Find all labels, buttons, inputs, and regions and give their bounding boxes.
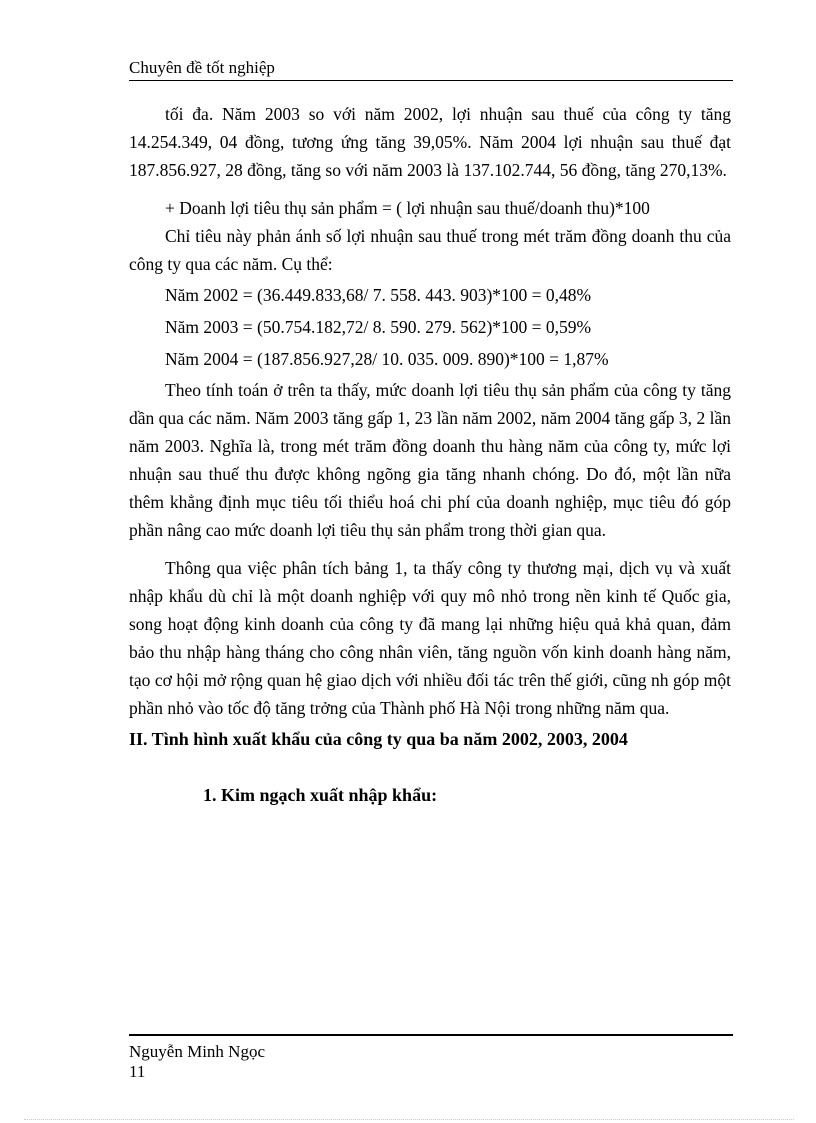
page-body xyxy=(129,100,731,810)
paragraph-analysis: Theo tính toán ở trên ta thấy, mức doanh lợi tiêu thụ sản phẩm của công ty tăng dần qua các năm. Năm 2003 tăng gấp 1, 23 lần năm 2002, năm 2004 tăng gấp 3, 2 lần năm 2003. Nghĩa là, trong mét trăm đồng doanh thu hàng năm của công ty, mức lợi nhuận sau thuế thu được không ngõng gia tăng nhanh chóng. Do đó, một lần nữa thêm khẳng định mục tiêu tối thiểu hoá chi phí của doanh nghiệp, mục tiêu đó góp phần nâng cao mức doanh lợi tiêu thụ sản phẩm trong thời gian qua. xyxy=(129,380,731,540)
running-header: Chuyên đề tốt nghiệp xyxy=(129,58,275,77)
page-number: 11 xyxy=(129,1062,146,1081)
header-divider xyxy=(129,80,733,81)
page-edge-divider xyxy=(24,1119,794,1120)
paragraph-conclusion: Thông qua việc phân tích bảng 1, ta thấy công ty thương mại, dịch vụ và xuất nhập khẩu dù chỉ là một doanh nghiệp với quy mô nhỏ trong nền kinh tế Quốc gia, song hoạt động kinh doanh của công ty đã mang lại những hiệu quả khả quan, đảm bảo thu nhập hàng tháng cho công nhân viên, tăng nguồn vốn kinh doanh hàng năm, tạo cơ hội mở rộng quan hệ giao dịch với nhiều đối tác trên thế giới, cũng nh góp một phần nhỏ vào tốc độ tăng trởng của Thành phố Hà Nội trong những năm qua. xyxy=(129,558,731,718)
footer-divider xyxy=(129,1034,733,1036)
paragraph-profit-growth: tối đa. Năm 2003 so với năm 2002, lợi nhuận sau thuế của công ty tăng 14.254.349, 04 đồng, tương ứng tăng 39,05%. Năm 2004 lợi nhuận sau thuế đạt 187.856.927, 28 đồng, tăng so với năm 2003 là 137.102.744, 56 đồng, tăng 270,13%. xyxy=(129,104,731,180)
footer-author: Nguyễn Minh Ngọc xyxy=(129,1042,265,1061)
paragraph-indicator-description: Chỉ tiêu này phản ánh số lợi nhuận sau thuế trong mét trăm đồng doanh thu của công ty qua các năm. Cụ thể: xyxy=(129,226,731,274)
formula-2003: Năm 2003 = (50.754.182,72/ 8. 590. 279. 562)*100 = 0,59% xyxy=(165,317,592,337)
formula-2002: Năm 2002 = (36.449.833,68/ 7. 558. 443. 903)*100 = 0,48% xyxy=(165,285,592,305)
subsection-heading: 1. Kim ngạch xuất nhập khẩu: xyxy=(203,785,438,805)
formula-2004: Năm 2004 = (187.856.927,28/ 10. 035. 009. 890)*100 = 1,87% xyxy=(165,349,609,369)
section-heading: II. Tình hình xuất khẩu của công ty qua ba năm 2002, 2003, 2004 xyxy=(129,729,628,749)
paragraph-sales-profit-formula: + Doanh lợi tiêu thụ sản phẩm = ( lợi nhuận sau thuế/doanh thu)*100 xyxy=(165,198,650,218)
